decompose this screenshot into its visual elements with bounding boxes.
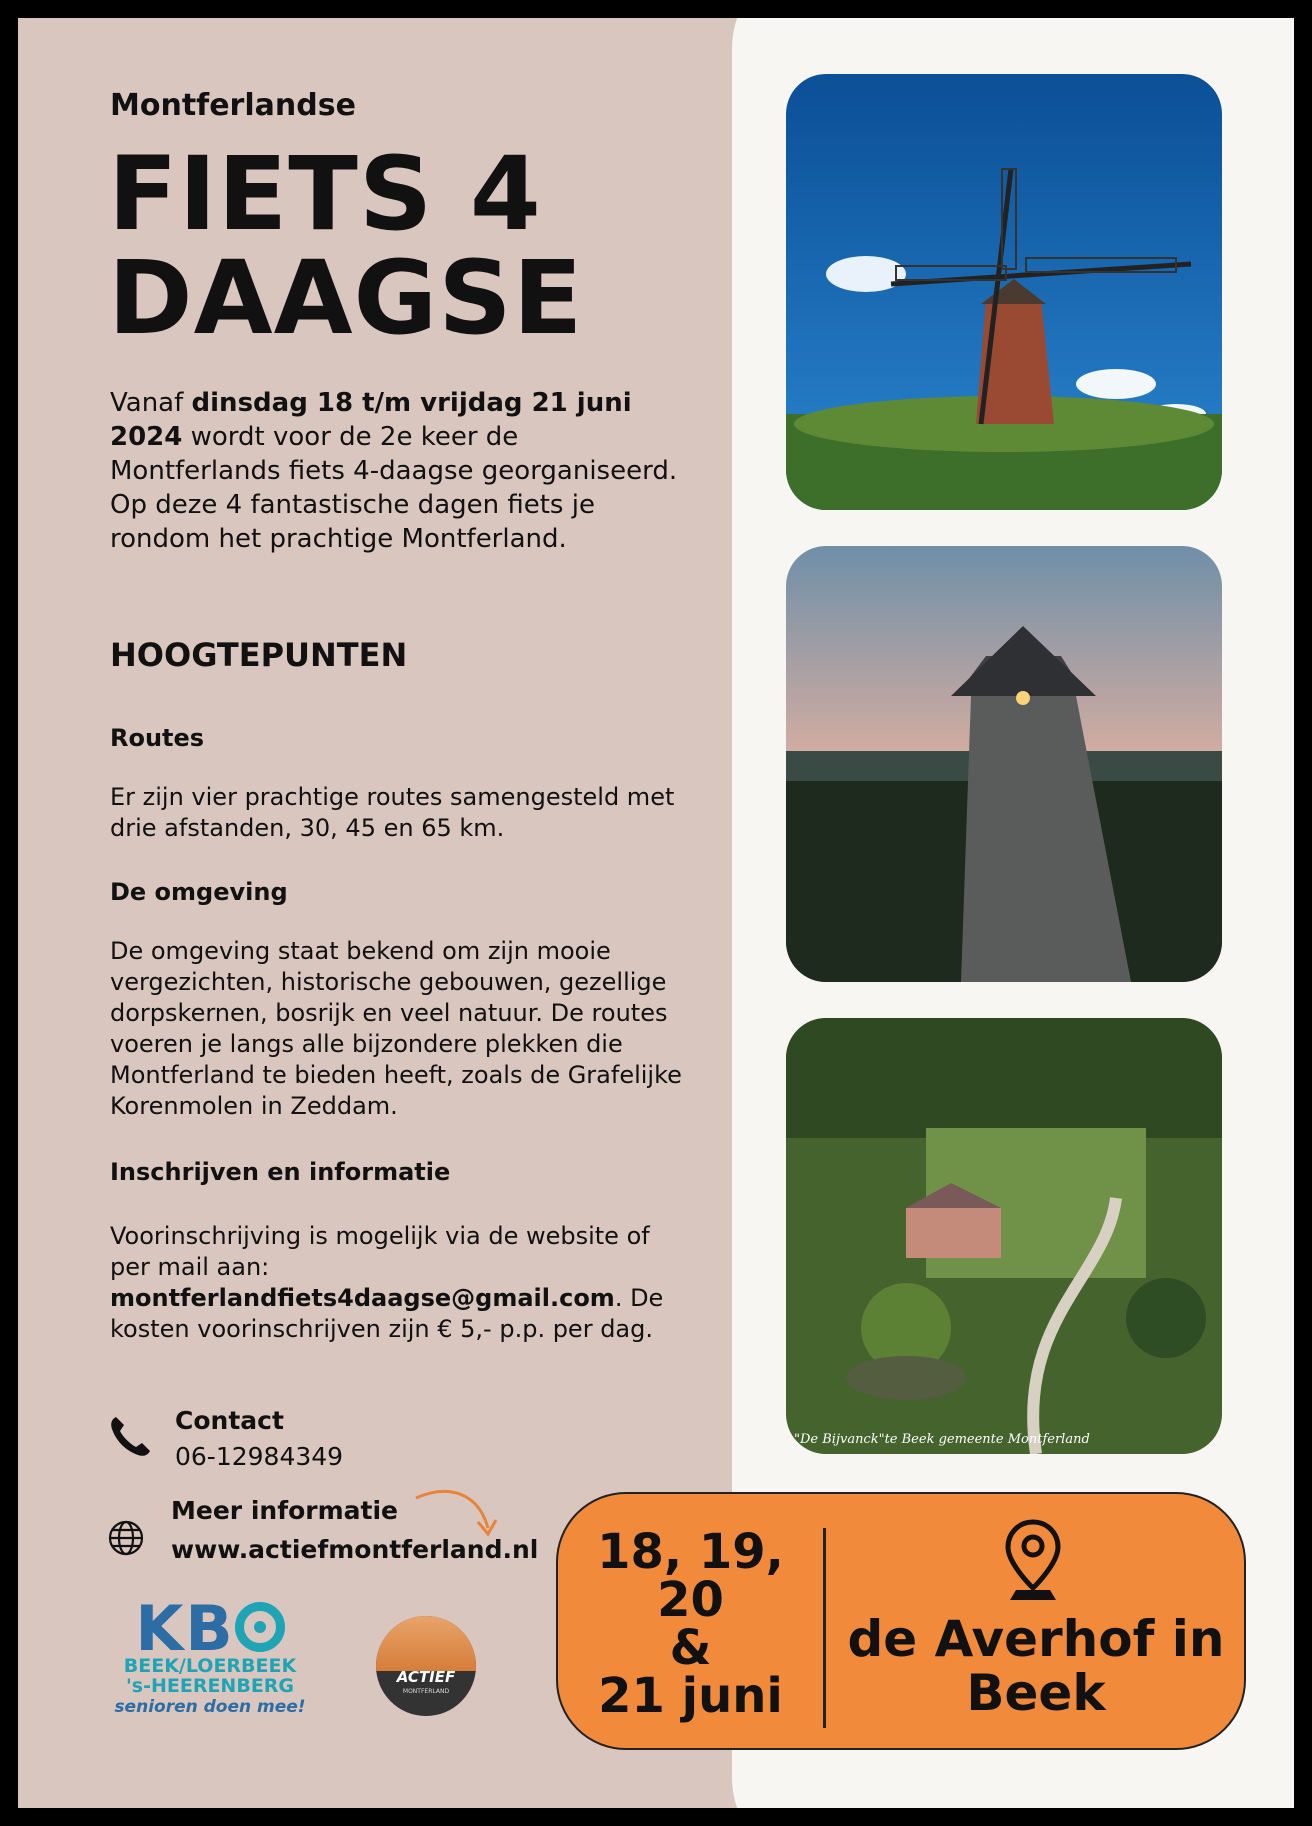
- kbo-line-1: BEEK/LOERBEEK: [123, 1655, 297, 1677]
- intro-rest: wordt voor de 2e keer de Montferlands fiets 4-daagse georganiseerd. Op deze 4 fantastische dagen fiets je rondom het prachtige Montferland.: [110, 422, 678, 554]
- event-banner: [556, 1492, 1246, 1750]
- intro-paragraph: [110, 386, 690, 556]
- signup-heading: Inschrijven en informatie: [110, 1158, 451, 1186]
- flyer: [18, 18, 1294, 1808]
- area-heading: De omgeving: [110, 878, 288, 906]
- estate-photo: [786, 1018, 1222, 1454]
- dates-line-1: 18, 19, 20: [597, 1524, 784, 1628]
- contact-label: Contact: [175, 1406, 284, 1435]
- phone-icon: [106, 1413, 154, 1461]
- place-line-2: Beek: [966, 1664, 1106, 1722]
- area-text: De omgeving staat bekend om zijn mooie vergezichten, historische gebouwen, gezellige dorpskernen, bosrijk en veel natuur. De routes voeren je langs alle bijzondere plekken die Montferland te bieden heeft, zoals de Grafelijke Korenmolen in Zeddam.: [110, 937, 682, 1120]
- dates-line-2: &: [669, 1620, 712, 1676]
- contact-phone[interactable]: 06-12984349: [175, 1442, 344, 1471]
- tower-image: [786, 546, 1222, 982]
- windmill-photo: [786, 74, 1222, 510]
- tower-photo: [786, 546, 1222, 982]
- kbo-logo: [110, 1592, 310, 1718]
- signup-text-1: Voorinschrijving is mogelijk via de website of per mail aan:: [110, 1222, 650, 1281]
- routes-heading: Routes: [110, 724, 205, 752]
- highlights-heading: HOOGTEPUNTEN: [110, 636, 408, 674]
- title-line-1: FIETS 4: [108, 135, 542, 254]
- more-info-label: Meer informatie: [171, 1496, 398, 1525]
- more-info-url[interactable]: www.actiefmontferland.nl: [171, 1535, 539, 1564]
- signup-text-2: . De kosten voorinschrijven zijn € 5,- p.p. per dag.: [110, 1284, 664, 1343]
- intro-date: dinsdag 18 t/m vrijdag 21 juni 2024: [110, 388, 632, 452]
- kbo-wordmark: [110, 1592, 310, 1665]
- place-line-1: de Averhof in: [847, 1610, 1225, 1668]
- windmill-image: [786, 74, 1222, 510]
- flyer-subtitle: Montferlandse: [110, 88, 356, 123]
- signup-text: [110, 1221, 670, 1345]
- signup-email[interactable]: montferlandfiets4daagse@gmail.com: [110, 1284, 615, 1312]
- estate-caption: "De Bijvanck"te Beek gemeente Montferland: [794, 1432, 1090, 1447]
- routes-text: Er zijn vier prachtige routes samengesteld met drie afstanden, 30, 45 en 65 km.: [110, 783, 675, 842]
- kbo-line-2: 's-HEERENBERG: [125, 1675, 295, 1697]
- actief-sub: MONTFERLAND: [402, 1688, 450, 1695]
- actief-logo: [376, 1616, 476, 1716]
- curved-arrow-icon: [408, 1484, 508, 1554]
- kbo-tagline: senioren doen mee!: [114, 1697, 306, 1717]
- event-dates: [558, 1524, 823, 1724]
- kbo-eye-icon: [235, 1602, 285, 1652]
- event-location: [826, 1612, 1246, 1720]
- flyer-title: [108, 135, 584, 358]
- estate-image: [786, 1018, 1222, 1454]
- actief-name: ACTIEF: [396, 1668, 456, 1686]
- location-pin-icon: [998, 1516, 1068, 1606]
- actief-sunset: [376, 1616, 476, 1671]
- dates-line-3: 21 juni: [598, 1668, 783, 1724]
- title-line-2: DAAGSE: [108, 239, 584, 358]
- globe-icon: [106, 1518, 146, 1558]
- kbo-main-text: KB: [135, 1592, 235, 1665]
- intro-prefix: Vanaf: [110, 388, 192, 418]
